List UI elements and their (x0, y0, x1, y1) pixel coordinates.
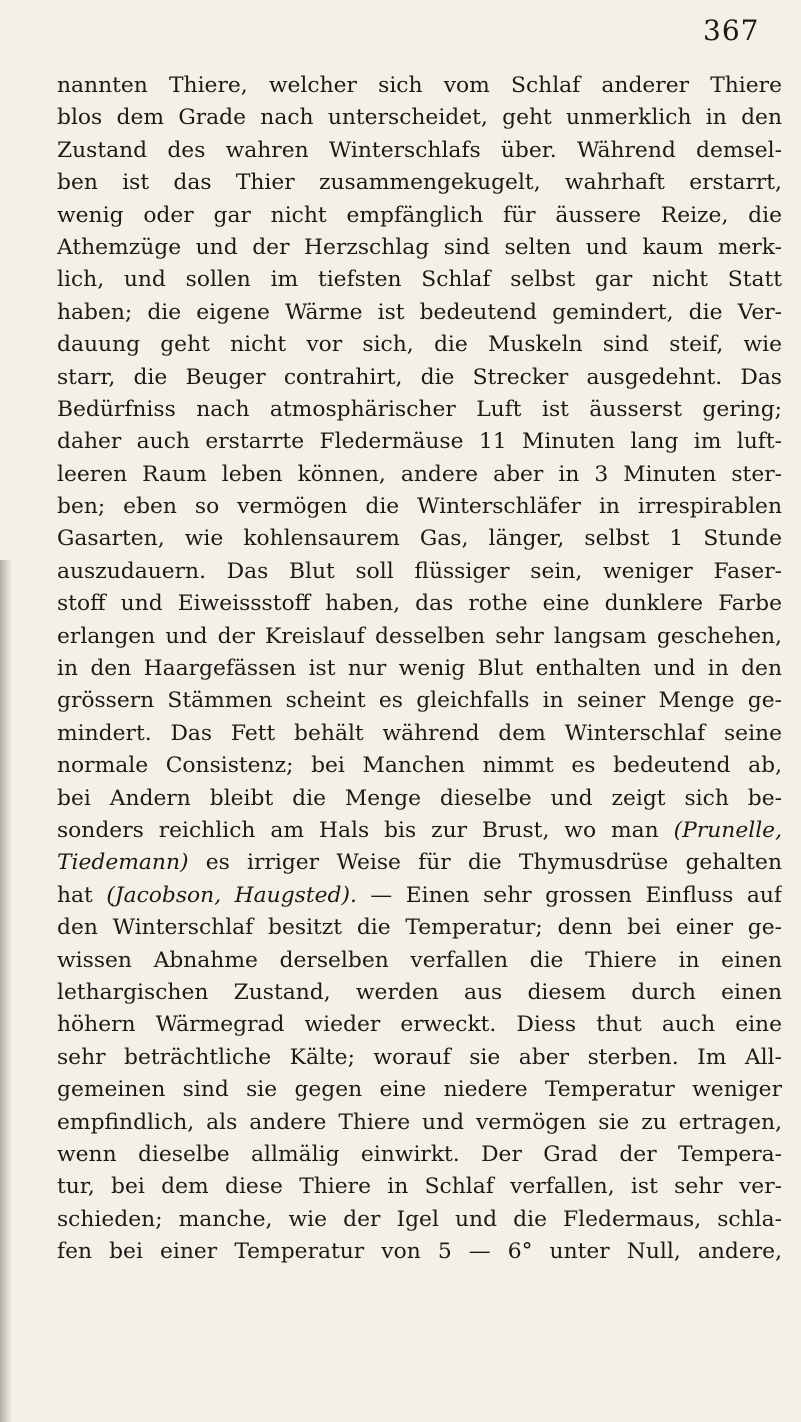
text-line: in den Haargefässen ist nur wenig Blut enthalten und in den (57, 656, 782, 682)
text-line: erlangen und der Kreislauf desselben sehr langsam geschehen, (57, 623, 782, 649)
text-line: fen bei einer Temperatur von 5 — 6° unter Null, andere, (57, 1239, 782, 1265)
text-line: empfindlich, als andere Thiere und vermögen sie zu ertragen, (57, 1109, 782, 1135)
text-line: haben; die eigene Wärme ist bedeutend gemindert, die Ver- (57, 299, 782, 325)
binding-shadow (0, 560, 12, 1422)
text-line: leeren Raum leben können, andere aber in 3 Minuten ster- (57, 461, 782, 487)
text-line: schieden; manche, wie der Igel und die Fledermaus, schla- (57, 1206, 782, 1232)
text-line: auszudauern. Das Blut soll flüssiger sein, weniger Faser- (57, 558, 782, 584)
text-line: blos dem Grade nach unterscheidet, geht unmerklich in den (57, 105, 782, 131)
italic-citation: (Jacobson, Haugsted). (106, 882, 357, 908)
text-line: wissen Abnahme derselben verfallen die Thiere in einen (57, 947, 782, 973)
text-span: sonders reichlich am Hals bis zur Brust, wo man (57, 817, 674, 843)
text-line: sehr beträchtliche Kälte; worauf sie aber sterben. Im All- (57, 1044, 782, 1070)
text-line-citation-jacobson (57, 880, 782, 912)
text-line: normale Consistenz; bei Manchen nimmt es bedeutend ab, (57, 753, 782, 779)
text-line: dauung geht nicht vor sich, die Muskeln sind steif, wie (57, 332, 782, 358)
text-line: ben; eben so vermögen die Winterschläfer in irrespirablen (57, 494, 782, 520)
text-line: Gasarten, wie kohlensaurem Gas, länger, selbst 1 Stunde (57, 526, 782, 552)
text-line: daher auch erstarrte Fledermäuse 11 Minuten lang im luft- (57, 429, 782, 455)
page-number: 367 (703, 14, 760, 47)
text-line-citation-prunelle (57, 815, 782, 847)
italic-citation: (Prunelle, (673, 817, 782, 843)
text-line: wenn dieselbe allmälig einwirkt. Der Grad der Tempera- (57, 1141, 782, 1167)
text-line: lich, und sollen im tiefsten Schlaf selbst gar nicht Statt (57, 267, 782, 293)
text-span: es irriger Weise für die Thymusdrüse gehalten (188, 850, 782, 876)
text-line: tur, bei dem diese Thiere in Schlaf verfallen, ist sehr ver- (57, 1174, 782, 1200)
text-line: nannten Thiere, welcher sich vom Schlaf anderer Thiere (57, 73, 782, 98)
text-line-citation-tiedemann (57, 847, 782, 879)
text-line: gemeinen sind sie gegen eine niedere Temperatur weniger (57, 1077, 782, 1103)
body-text (57, 70, 782, 1268)
text-line: Athemzüge und der Herzschlag sind selten und kaum merk- (57, 234, 782, 260)
text-line: ben ist das Thier zusammengekugelt, wahrhaft erstarrt, (57, 170, 782, 196)
text-line: Bedürfniss nach atmosphärischer Luft ist äusserst gering; (57, 396, 782, 422)
text-line: Zustand des wahren Winterschlafs über. Während demsel- (57, 137, 782, 163)
text-span: — Einen sehr grossen Einfluss auf (356, 882, 782, 908)
text-line: höhern Wärmegrad wieder erweckt. Diess thut auch eine (57, 1012, 782, 1038)
text-line: grössern Stämmen scheint es gleichfalls in seiner Menge ge- (57, 688, 782, 714)
text-line: mindert. Das Fett behält während dem Winterschlaf seine (57, 720, 782, 746)
text-line: starr, die Beuger contrahirt, die Strecker ausgedehnt. Das (57, 364, 782, 390)
text-line: lethargischen Zustand, werden aus diesem durch einen (57, 979, 782, 1005)
text-line: stoff und Eiweissstoff haben, das rothe eine dunklere Farbe (57, 591, 782, 617)
text-line: bei Andern bleibt die Menge dieselbe und zeigt sich be- (57, 785, 782, 811)
text-span: hat (57, 882, 107, 908)
text-line: den Winterschlaf besitzt die Temperatur; denn bei einer ge- (57, 915, 782, 941)
text-line: wenig oder gar nicht empfänglich für äussere Reize, die (57, 202, 782, 228)
italic-citation: Tiedemann) (57, 850, 189, 876)
